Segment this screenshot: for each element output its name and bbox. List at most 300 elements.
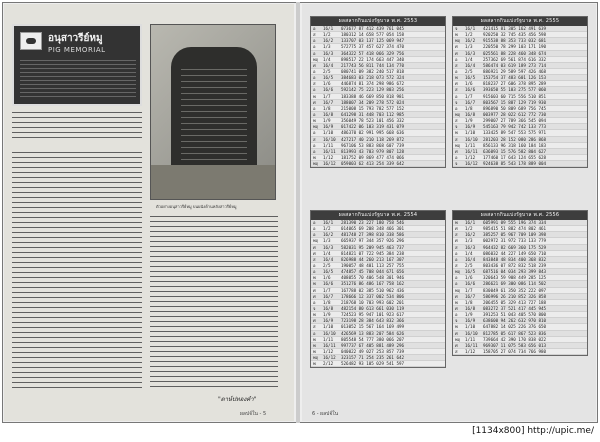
draw-date: 16/10 — [323, 136, 336, 142]
draw-date: 16/12 — [323, 355, 336, 361]
winning-numbers: 183388 46 669 850 818 981 — [341, 93, 405, 99]
winning-numbers: 898517 22 174 663 447 340 — [341, 56, 405, 62]
winning-numbers: 526482 93 105 029 541 597 — [341, 361, 405, 367]
draw-date: 16/1 — [465, 26, 476, 31]
draw-weekday: ศ — [313, 293, 316, 299]
draw-date: 2/5 — [323, 262, 331, 268]
draw-weekday: อ — [313, 111, 316, 117]
draw-weekday: พฤ — [455, 269, 461, 275]
winning-numbers: 385257 05 967 709 109 398 — [483, 232, 547, 238]
draw-weekday: ศ — [455, 148, 458, 154]
winning-numbers: 190057 48 401 113 257 755 — [341, 262, 405, 268]
draw-date: 16/6 — [465, 281, 476, 287]
draw-date: 16/11 — [465, 148, 478, 154]
draw-weekday: ศ — [455, 330, 458, 336]
draw-weekday: พ — [313, 336, 316, 342]
winning-numbers: 086032 44 227 149 650 710 — [483, 250, 547, 256]
draw-weekday: พ — [313, 348, 316, 354]
draw-date: 1/11 — [465, 336, 476, 342]
winning-numbers: 217743 56 811 744 134 770 — [341, 62, 405, 68]
winning-numbers: 320643 59 908 449 285 125 — [483, 275, 547, 281]
draw-weekday: พ — [313, 154, 316, 160]
article-column-left — [12, 152, 142, 392]
lottery-table-2556 — [452, 210, 588, 356]
plaque-caption-text — [12, 112, 142, 142]
winning-numbers: 582031 95 209 945 463 737 — [341, 244, 405, 250]
draw-date: 2/5 — [465, 68, 473, 74]
draw-date: 16/10 — [465, 330, 478, 336]
winning-numbers: 687516 04 034 293 399 843 — [483, 269, 547, 275]
draw-weekday: ศ — [455, 44, 458, 50]
draw-weekday: ส — [455, 62, 458, 68]
draw-weekday: พฤ — [455, 142, 461, 148]
draw-date: 16/3 — [465, 50, 476, 56]
lottery-table-header: ผลสลากกินแบ่งรัฐบาล พ.ศ. 2554 — [311, 211, 445, 220]
draw-weekday: อ — [313, 26, 316, 31]
winning-numbers: 818237 27 606 378 895 289 — [483, 81, 547, 87]
draw-date: 1/12 — [465, 154, 476, 160]
draw-weekday: พฤ — [313, 124, 319, 130]
pig-logo-icon — [20, 32, 42, 50]
winning-numbers: 739664 42 390 170 838 022 — [483, 336, 547, 342]
draw-weekday: ศ — [313, 62, 316, 68]
draw-weekday: ศ — [313, 244, 316, 250]
draw-date: 16/5 — [465, 269, 476, 275]
winning-numbers: 281390 23 227 180 758 546 — [341, 220, 405, 225]
draw-date: 16/1 — [323, 26, 334, 31]
draw-date: 16/2 — [465, 38, 476, 44]
lottery-rows — [311, 26, 445, 167]
winning-numbers: 586474 03 619 189 273 714 — [483, 62, 547, 68]
draw-weekday: ศ — [313, 318, 316, 324]
draw-weekday: พ — [313, 342, 316, 348]
draw-date: 1/3 — [465, 238, 473, 244]
draw-weekday: จ — [313, 305, 316, 311]
winning-numbers: 408055 70 406 548 301 946 — [341, 275, 405, 281]
article-column-right — [150, 216, 278, 388]
draw-date: 1/9 — [323, 118, 331, 124]
draw-weekday: ส — [455, 136, 458, 142]
winning-numbers: 592142 75 223 129 803 256 — [341, 87, 405, 93]
draw-weekday: ส — [455, 118, 458, 124]
draw-weekday: พ — [455, 32, 458, 38]
draw-weekday: ศ — [455, 226, 458, 232]
draw-weekday: ศ — [455, 293, 458, 299]
winning-numbers: 967106 53 883 868 607 739 — [341, 142, 405, 148]
winning-numbers: 426569 13 883 207 584 626 — [341, 330, 405, 336]
draw-date: 1/12 — [465, 348, 476, 354]
winning-numbers: 812785 05 617 867 523 836 — [483, 330, 547, 336]
draw-date: 16/9 — [465, 318, 476, 324]
draw-weekday: อ — [313, 220, 316, 225]
draw-weekday: อ — [313, 148, 316, 154]
draw-date: 16/4 — [323, 62, 334, 68]
draw-date: 16/4 — [465, 62, 476, 68]
draw-weekday: อ — [313, 44, 316, 50]
right-page — [302, 4, 596, 421]
pig-memorial-plaque — [12, 24, 142, 106]
draw-weekday: อ — [455, 256, 458, 262]
draw-weekday: อ — [313, 87, 316, 93]
winning-numbers: 059003 62 413 254 339 642 — [341, 161, 405, 167]
draw-weekday: ส — [313, 81, 316, 87]
draw-date: 1/8 — [323, 299, 331, 305]
plaque-subtitle: PIG MEMORIAL — [48, 46, 106, 54]
winning-numbers: 605991 09 555 196 374 334 — [483, 220, 547, 225]
winning-numbers: 826988 44 260 213 167 307 — [341, 256, 405, 262]
page-folio-right: 6 - ผลปจ์ใน — [312, 411, 339, 417]
draw-date: 16/2 — [465, 232, 476, 238]
lottery-table-header: ผลสลากกินแบ่งรัฐบาล พ.ศ. 2555 — [453, 17, 587, 26]
draw-date: 1/11 — [323, 142, 334, 148]
draw-weekday: ศ — [455, 305, 458, 311]
winning-numbers: 218768 10 703 993 602 201 — [341, 299, 405, 305]
draw-weekday: อ — [313, 75, 316, 81]
draw-weekday: ส — [455, 348, 458, 354]
draw-date: 16/8 — [465, 111, 476, 117]
winning-numbers: 665937 97 344 357 926 296 — [341, 238, 405, 244]
draw-weekday: อ — [313, 269, 316, 275]
winning-numbers: 153754 37 483 601 126 153 — [483, 75, 547, 81]
draw-date: 1/7 — [465, 93, 473, 99]
draw-date: 16/10 — [465, 136, 478, 142]
draw-date: 1/8 — [465, 299, 473, 305]
winning-numbers: 073677 87 412 439 761 045 — [341, 26, 405, 31]
draw-date: 16/2 — [323, 232, 334, 238]
draw-date: 1/10 — [323, 324, 334, 330]
draw-date: 1/3 — [323, 44, 331, 50]
winning-numbers: 178666 12 337 002 534 806 — [341, 293, 405, 299]
draw-date: 16/9 — [323, 124, 334, 130]
draw-weekday: อ — [455, 154, 458, 160]
lottery-rows — [453, 26, 587, 167]
draw-weekday: อ — [313, 226, 316, 232]
winning-numbers: 083272 37 521 417 445 945 — [483, 305, 547, 311]
left-page — [4, 4, 294, 421]
draw-date: 1/10 — [465, 324, 476, 330]
winning-numbers: 803436 07 872 832 518 239 — [483, 262, 547, 268]
winning-numbers: 299007 27 789 366 545 094 — [483, 118, 547, 124]
winning-numbers: 014065 69 208 348 466 301 — [341, 226, 405, 232]
draw-date: 1/9 — [465, 312, 473, 318]
winning-numbers: 177460 17 643 124 655 628 — [483, 154, 547, 160]
winning-numbers: 997737 67 405 881 489 296 — [341, 342, 405, 348]
draw-weekday: พ — [455, 299, 458, 305]
draw-date: 16/3 — [465, 244, 476, 250]
winning-numbers: 323157 71 254 235 261 642 — [341, 355, 405, 361]
draw-date: 16/6 — [323, 87, 334, 93]
stone-inscription — [181, 69, 247, 169]
draw-weekday: ศ — [313, 99, 316, 105]
winning-numbers: 856133 96 318 160 184 183 — [483, 142, 547, 148]
winning-numbers: 814821 07 722 945 384 238 — [341, 250, 405, 256]
draw-date: 16/11 — [465, 342, 478, 348]
draw-date: 16/9 — [323, 318, 334, 324]
draw-weekday: ส — [455, 232, 458, 238]
winning-numbers: 915538 88 353 733 032 681 — [483, 38, 547, 44]
draw-date: 16/4 — [465, 256, 476, 262]
draw-weekday: ส — [455, 87, 458, 93]
draw-date: 16/6 — [465, 87, 476, 93]
winning-numbers: 920250 32 745 435 456 598 — [483, 32, 547, 38]
draw-date: 16/4 — [323, 256, 334, 262]
draw-weekday: ส — [313, 324, 316, 330]
winning-numbers: 003977 28 022 612 772 730 — [483, 111, 547, 117]
winning-numbers: 636093 15 576 582 804 627 — [483, 148, 547, 154]
winning-numbers: 351276 86 486 167 758 162 — [341, 281, 405, 287]
winning-numbers: 391253 51 043 405 570 800 — [483, 312, 547, 318]
winning-numbers: 013052 15 567 164 169 499 — [341, 324, 405, 330]
draw-date: 16/2 — [323, 38, 334, 44]
winning-numbers: 215008 15 793 782 577 152 — [341, 105, 405, 111]
winning-numbers: 572775 37 457 627 374 470 — [341, 44, 405, 50]
draw-weekday: จ — [455, 99, 458, 105]
draw-date: 1/6 — [323, 81, 331, 87]
draw-date: 1/2 — [323, 32, 331, 38]
draw-weekday: จ — [455, 318, 458, 324]
winning-numbers: 040022 49 027 253 857 739 — [341, 348, 405, 354]
draw-date: 16/7 — [465, 293, 476, 299]
winning-numbers: 964432 82 669 360 175 529 — [483, 244, 547, 250]
draw-date: 1/4 — [323, 56, 331, 62]
draw-date: 16/9 — [465, 124, 476, 130]
winning-numbers: 803567 15 887 129 719 930 — [483, 99, 547, 105]
winning-numbers: 384683 03 218 073 572 324 — [341, 75, 405, 81]
table-row — [453, 349, 587, 355]
plaque-inscription — [20, 60, 136, 100]
draw-date: 16/7 — [465, 99, 476, 105]
winning-numbers: 474857 45 708 044 671 656 — [341, 269, 405, 275]
draw-date: 16/1 — [465, 220, 476, 225]
winning-numbers: 647882 14 025 226 376 650 — [483, 324, 547, 330]
table-row — [453, 161, 587, 167]
draw-date: 1/6 — [465, 275, 473, 281]
draw-weekday: พ — [455, 220, 458, 225]
draw-weekday: ศ — [455, 50, 458, 56]
draw-weekday: อ — [455, 68, 458, 74]
winning-numbers: 421415 81 305 162 491 639 — [483, 26, 547, 31]
draw-date: 16/5 — [323, 75, 334, 81]
winning-numbers: 017422 06 103 319 431 079 — [341, 124, 405, 130]
page-gutter — [296, 2, 300, 423]
winning-numbers: 486370 02 991 995 668 636 — [341, 130, 405, 136]
draw-date: 1/3 — [465, 44, 473, 50]
draw-weekday: อ — [313, 130, 316, 136]
winning-numbers: 723198 28 384 643 832 366 — [341, 318, 405, 324]
winning-numbers: 025561 88 228 460 348 674 — [483, 50, 547, 56]
draw-weekday: พฤ — [313, 238, 319, 244]
draw-date: 1/12 — [323, 154, 334, 160]
winning-numbers: 257362 69 561 874 616 332 — [483, 56, 547, 62]
draw-weekday: อ — [455, 281, 458, 287]
lottery-rows — [453, 220, 587, 355]
draw-date: 1/11 — [323, 336, 334, 342]
image-credit[interactable]: [1134x800] http://upic.me/ — [472, 426, 594, 436]
draw-weekday: ศ — [455, 81, 458, 87]
draw-date: 16/7 — [323, 293, 334, 299]
draw-date: 1/2 — [465, 32, 473, 38]
draw-date: 1/4 — [465, 56, 473, 62]
draw-weekday: ส — [313, 256, 316, 262]
draw-weekday: พ — [313, 312, 316, 318]
draw-weekday: ส — [313, 136, 316, 142]
winning-numbers: 393650 55 103 275 577 060 — [483, 87, 547, 93]
winning-numbers: 002972 31 972 733 133 779 — [483, 238, 547, 244]
draw-weekday: พ — [313, 93, 316, 99]
winning-numbers: 356049 78 523 101 456 332 — [341, 118, 405, 124]
draw-date: 1/7 — [465, 287, 473, 293]
draw-date: 16/12 — [323, 161, 336, 167]
winning-numbers: 641298 31 448 703 112 985 — [341, 111, 405, 117]
draw-weekday: อ — [313, 299, 316, 305]
draw-weekday: พ — [455, 75, 458, 81]
draw-weekday: อ — [313, 105, 316, 111]
winning-numbers: 180312 14 658 577 054 158 — [341, 32, 405, 38]
lottery-table-header: ผลสลากกินแบ่งรัฐบาล พ.ศ. 2556 — [453, 211, 587, 220]
draw-weekday: อ — [455, 93, 458, 99]
draw-date: 16/6 — [323, 281, 334, 287]
winning-numbers: 364322 57 418 066 329 756 — [341, 50, 405, 56]
draw-weekday: พ — [455, 324, 458, 330]
draw-date: 2/5 — [323, 68, 331, 74]
draw-weekday: พฤ — [455, 38, 461, 44]
winning-numbers: 158705 27 074 734 766 980 — [483, 348, 547, 354]
draw-date: 1/3 — [323, 238, 331, 244]
winning-numbers: 167788 02 385 510 962 436 — [341, 287, 405, 293]
draw-date: 2/5 — [465, 262, 473, 268]
draw-date: 1/10 — [323, 130, 334, 136]
draw-date: 1/8 — [323, 105, 331, 111]
draw-weekday: จ — [455, 26, 458, 31]
lottery-table-2555 — [452, 16, 588, 168]
draw-weekday: พฤ — [313, 56, 319, 62]
draw-weekday: อ — [313, 50, 316, 56]
draw-date: 16/8 — [465, 305, 476, 311]
draw-weekday: พฤ — [455, 336, 461, 342]
table-row — [311, 161, 445, 167]
memorial-stone-photo — [150, 24, 276, 200]
draw-date: 2/12 — [323, 361, 334, 367]
winning-numbers: 446874 81 374 298 986 672 — [341, 81, 405, 87]
draw-date: 16/8 — [323, 111, 334, 117]
draw-date: 1/2 — [465, 226, 473, 232]
draw-weekday: พ — [313, 275, 316, 281]
winning-numbers: 830049 61 350 352 222 097 — [483, 287, 547, 293]
draw-date: 16/1 — [323, 220, 334, 225]
winning-numbers: 886921 29 589 597 426 468 — [483, 68, 547, 74]
draw-weekday: อ — [313, 262, 316, 268]
draw-date: 16/12 — [465, 161, 478, 167]
draw-date: 1/7 — [323, 287, 331, 293]
draw-weekday: พ — [313, 281, 316, 287]
draw-date: 1/9 — [465, 118, 473, 124]
draw-weekday: อ — [313, 232, 316, 238]
winning-numbers: 206455 05 329 413 727 188 — [483, 299, 547, 305]
lottery-table-header: ผลสลากกินแบ่งรัฐบาล พ.ศ. 2553 — [311, 17, 445, 26]
winning-numbers: 985415 51 882 474 802 461 — [483, 226, 547, 232]
draw-weekday: อ — [313, 68, 316, 74]
draw-date: 16/11 — [323, 148, 336, 154]
photo-caption: ตัวอย่างอนุสาวรีย์หมู บนผนังด้านหลังสาวรีย์หมู — [156, 204, 237, 209]
draw-weekday: พ — [455, 130, 458, 136]
winning-numbers: 481748 27 398 810 338 586 — [341, 232, 405, 238]
draw-date: 16/3 — [323, 244, 334, 250]
draw-date: 16/11 — [323, 342, 336, 348]
winning-numbers: 188007 34 209 278 572 024 — [341, 99, 405, 105]
winning-numbers: 181752 09 869 477 474 066 — [341, 154, 405, 160]
winning-numbers: 220550 78 299 103 171 190 — [483, 44, 547, 50]
draw-weekday: ส — [455, 262, 458, 268]
winning-numbers: 724523 95 947 101 923 617 — [341, 312, 405, 318]
draw-date: 1/2 — [323, 226, 331, 232]
draw-weekday: ศ — [313, 287, 316, 293]
author-signature: "ดาษ์ปทองคำ" — [218, 396, 257, 403]
draw-weekday: ศ — [313, 250, 316, 256]
draw-date: 1/4 — [465, 250, 473, 256]
page-folio-left: ผลปจ์ใน - 5 — [240, 411, 267, 417]
draw-date: 1/9 — [323, 312, 331, 318]
draw-weekday: ส — [455, 244, 458, 250]
draw-weekday: อ — [455, 250, 458, 256]
draw-date: 1/10 — [465, 130, 476, 136]
winning-numbers: 080741 09 382 240 517 818 — [341, 68, 405, 74]
winning-numbers: 482154 80 613 661 030 119 — [341, 305, 405, 311]
draw-weekday: อ — [455, 56, 458, 62]
draw-weekday: อ — [313, 330, 316, 336]
winning-numbers: 843848 48 834 400 368 832 — [483, 256, 547, 262]
table-row — [311, 361, 445, 367]
photo-foreground — [151, 165, 276, 200]
draw-weekday: อ — [455, 105, 458, 111]
winning-numbers: 813993 43 703 979 807 128 — [341, 148, 405, 154]
draw-weekday: อ — [313, 38, 316, 44]
winning-numbers: 427217 40 210 118 269 872 — [341, 136, 405, 142]
winning-numbers: 638600 94 262 632 970 810 — [483, 318, 547, 324]
winning-numbers: 969307 11 075 583 656 013 — [483, 342, 547, 348]
draw-weekday: พ — [313, 361, 316, 367]
lottery-table-2554 — [310, 210, 446, 368]
plaque-title: อนุสาวรีย์หมู — [48, 33, 103, 44]
draw-weekday: พฤ — [455, 111, 461, 117]
winning-numbers: 281203 28 152 080 286 868 — [483, 136, 547, 142]
draw-date: 1/7 — [323, 93, 331, 99]
draw-date: 1/6 — [465, 81, 473, 87]
draw-date: 16/7 — [323, 99, 334, 105]
draw-weekday: ศ — [455, 342, 458, 348]
winning-numbers: 286621 69 300 086 114 502 — [483, 281, 547, 287]
winning-numbers: 896890 50 809 689 756 745 — [483, 105, 547, 111]
draw-weekday: อ — [455, 312, 458, 318]
winning-numbers: 133425 89 547 553 575 971 — [483, 130, 547, 136]
draw-date: 1/6 — [323, 275, 331, 281]
draw-date: 16/3 — [323, 50, 334, 56]
winning-numbers: 133707 03 137 125 069 947 — [341, 38, 405, 44]
draw-weekday: จ — [455, 161, 458, 167]
draw-weekday: จ — [455, 124, 458, 130]
draw-weekday: พ — [313, 118, 316, 124]
lottery-table-2553 — [310, 16, 446, 168]
winning-numbers: 805548 54 777 380 066 207 — [341, 336, 405, 342]
draw-weekday: พฤ — [313, 355, 319, 361]
draw-weekday: อ — [313, 142, 316, 148]
winning-numbers: 915603 60 715 556 510 851 — [483, 93, 547, 99]
winning-numbers: 924638 85 543 178 889 004 — [483, 161, 547, 167]
draw-date: 1/12 — [323, 348, 334, 354]
draw-date: 1/8 — [465, 105, 473, 111]
draw-weekday: อ — [455, 275, 458, 281]
lottery-rows — [311, 220, 445, 367]
draw-weekday: พฤ — [455, 287, 461, 293]
